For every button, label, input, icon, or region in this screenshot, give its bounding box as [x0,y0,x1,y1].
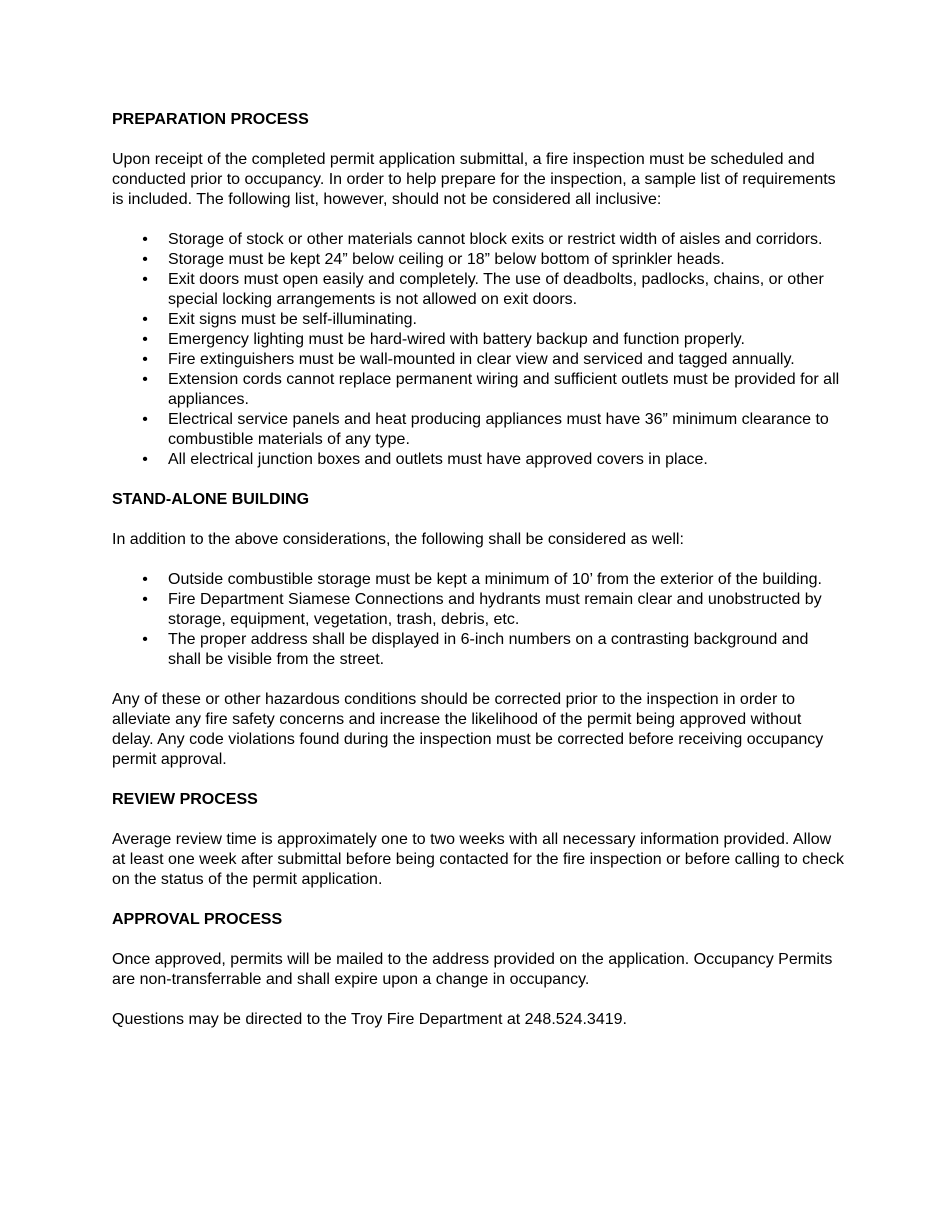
review-body: Average review time is approximately one to two weeks with all necessary information provided. Allow at least one week after submittal before being contacted for the fire inspection or before calling to check on the status of the permit application. [112,831,844,888]
list-item-text: All electrical junction boxes and outlets must have approved covers in place. [168,451,708,468]
list-item-text: Exit doors must open easily and completely. The use of deadbolts, padlocks, chains, or other special locking arrangements is not allowed on exit doors. [168,271,824,308]
bullet-icon: • [142,251,148,268]
list-item [112,350,845,370]
bullet-icon: • [142,451,148,468]
list-item [112,310,845,330]
list-item [112,590,845,630]
list-item [112,630,845,670]
bullet-icon: • [142,231,148,248]
contact-line: Questions may be directed to the Troy Fire Department at 248.524.3419. [112,1011,627,1028]
list-item-text: Fire extinguishers must be wall-mounted in clear view and serviced and tagged annually. [168,351,795,368]
list-item-text: Storage must be kept 24” below ceiling or 18” below bottom of sprinkler heads. [168,251,725,268]
list-item [112,330,845,350]
list-item-text: The proper address shall be displayed in 6-inch numbers on a contrasting background and shall be visible from the street. [168,631,809,668]
bullet-icon: • [142,371,148,388]
bullet-icon: • [142,351,148,368]
list-item-text: Electrical service panels and heat producing appliances must have 36” minimum clearance to combustible materials of any type. [168,411,829,448]
list-item-text: Fire Department Siamese Connections and hydrants must remain clear and unobstructed by storage, equipment, vegetation, trash, debris, etc. [168,591,822,628]
standalone-requirements-list [112,570,845,670]
list-item-text: Exit signs must be self-illuminating. [168,311,417,328]
list-item [112,250,845,270]
list-item [112,230,845,250]
heading-approval-process: APPROVAL PROCESS [112,911,283,928]
bullet-icon: • [142,571,148,588]
standalone-intro: In addition to the above considerations, the following shall be considered as well: [112,531,684,548]
bullet-icon: • [142,591,148,608]
bullet-icon: • [142,331,148,348]
bullet-icon: • [142,631,148,648]
bullet-icon: • [142,311,148,328]
list-item [112,570,845,590]
list-item [112,370,845,410]
list-item-text: Storage of stock or other materials cannot block exits or restrict width of aisles and corridors. [168,231,823,248]
approval-body: Once approved, permits will be mailed to the address provided on the application. Occupancy Permits are non-transferrable and shall expire upon a change in occupancy. [112,951,833,988]
standalone-closing: Any of these or other hazardous conditions should be corrected prior to the inspection in order to alleviate any fire safety concerns and increase the likelihood of the permit being approved without delay. Any code violations found during the inspection must be corrected before receiving occupancy permit approval. [112,691,824,768]
list-item-text: Outside combustible storage must be kept a minimum of 10’ from the exterior of the building. [168,571,822,588]
bullet-icon: • [142,271,148,288]
preparation-intro: Upon receipt of the completed permit application submittal, a fire inspection must be scheduled and conducted prior to occupancy. In order to help prepare for the inspection, a sample list of requirements is included. The following list, however, should not be considered all inclusive: [112,151,836,208]
heading-review-process: REVIEW PROCESS [112,791,258,808]
bullet-icon: • [142,411,148,428]
heading-preparation-process: PREPARATION PROCESS [112,111,309,128]
list-item [112,450,845,470]
list-item-text: Extension cords cannot replace permanent wiring and sufficient outlets must be provided for all appliances. [168,371,840,408]
list-item [112,410,845,450]
list-item [112,270,845,310]
preparation-requirements-list [112,230,845,470]
heading-stand-alone-building: STAND-ALONE BUILDING [112,491,310,508]
list-item-text: Emergency lighting must be hard-wired with battery backup and function properly. [168,331,745,348]
